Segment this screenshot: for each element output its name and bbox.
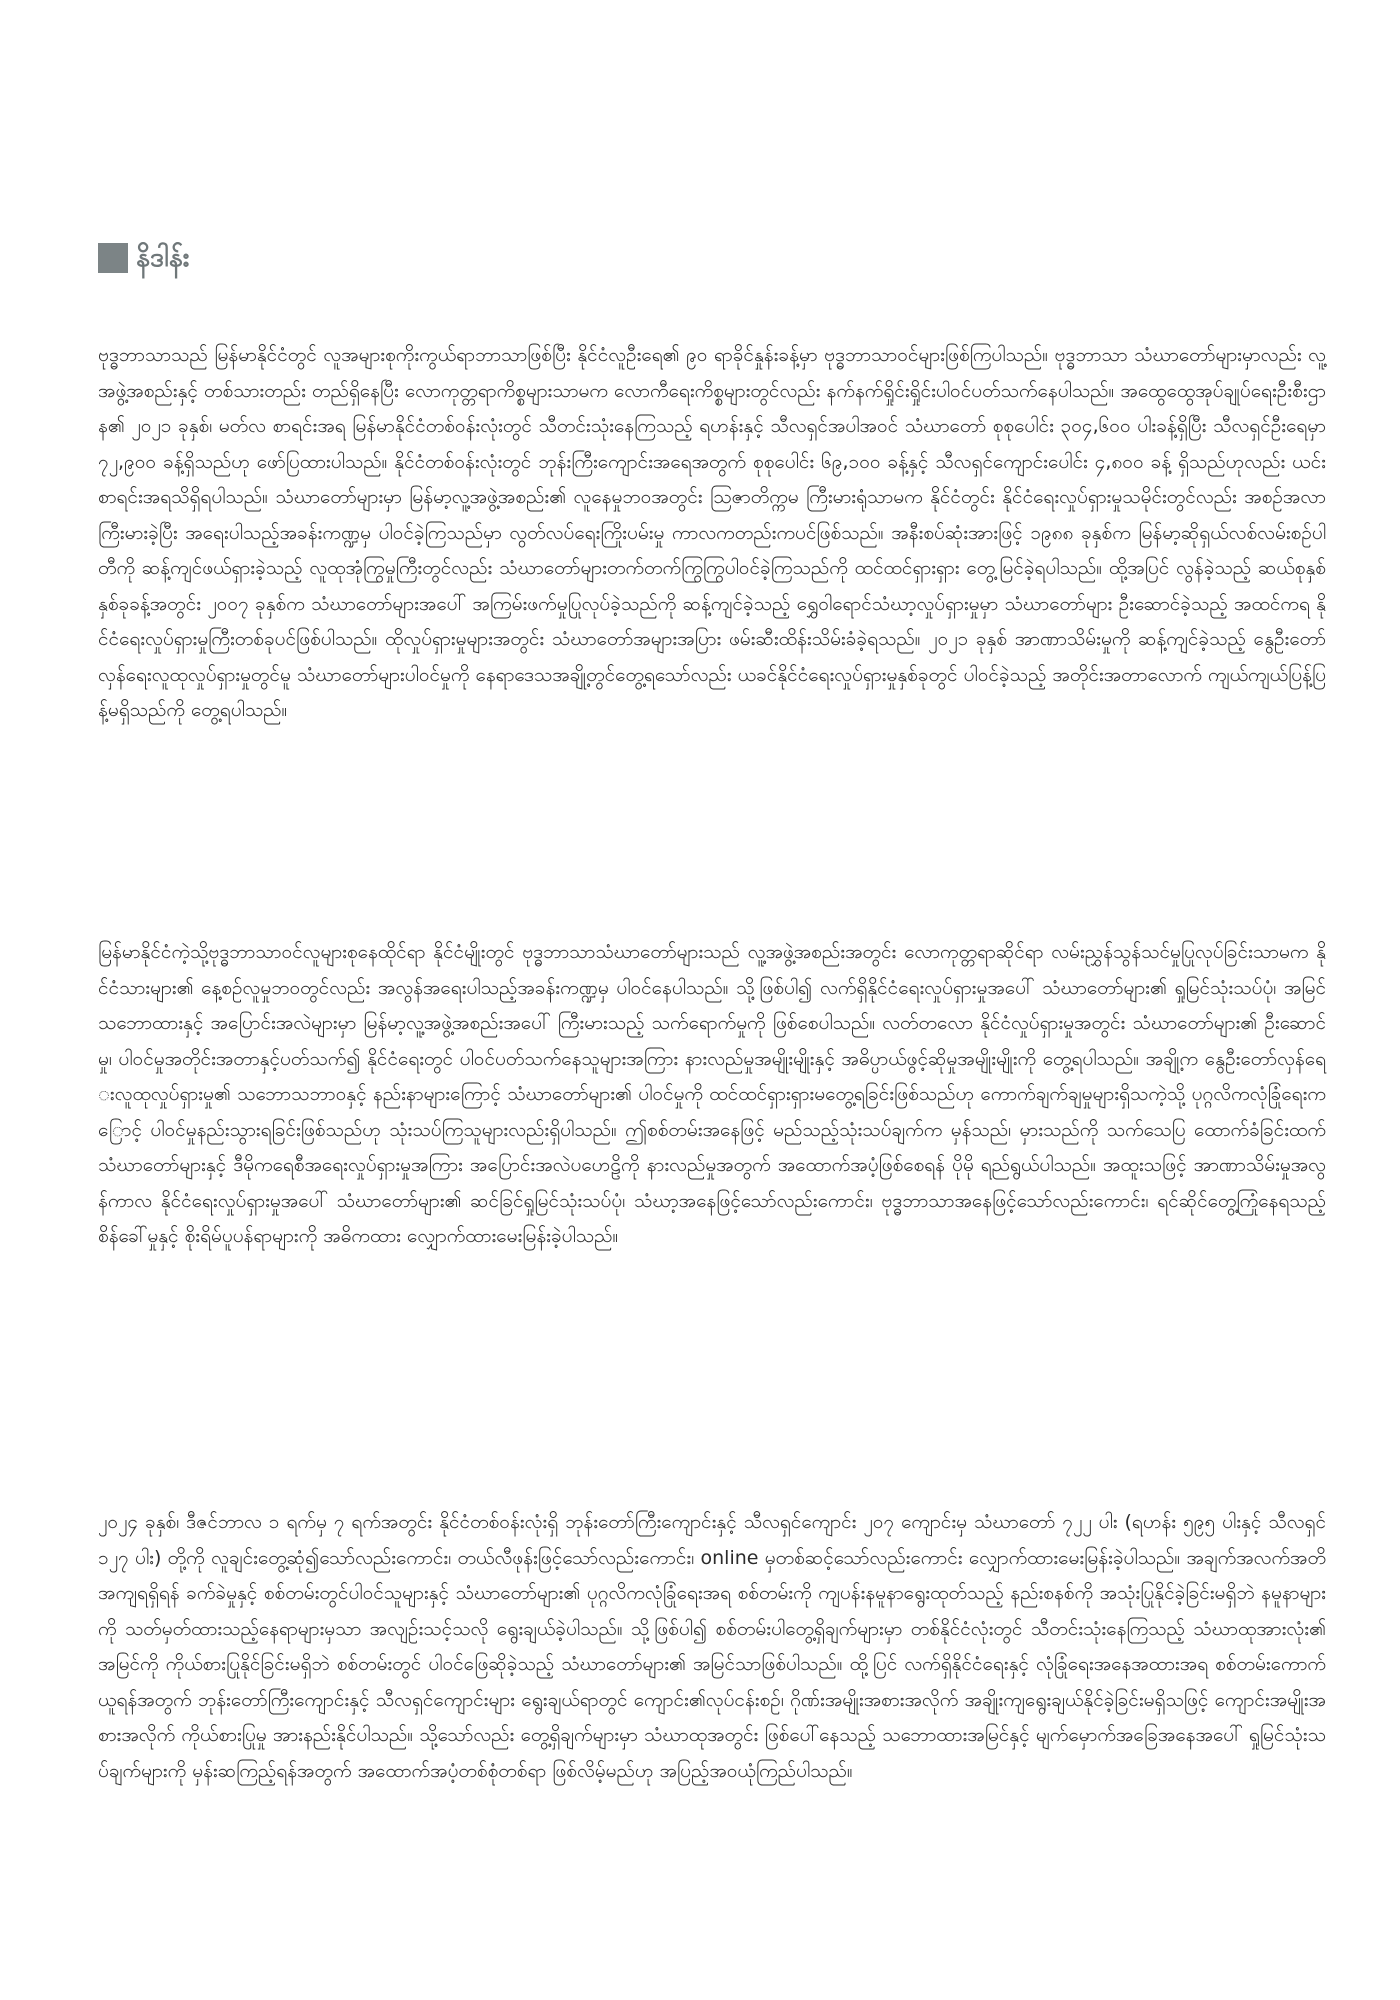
- paragraph-3: ၂၀၂၄ ခုနှစ်၊ ဒီဇင်ဘာလ ၁ ရက်မှ ၇ ရက်အတွင်း နိုင်ငံတစ်ဝန်းလုံးရှိ ဘုန်းတော်ကြီးကျောင်းနှင့် သီလရှင်ကျောင်း ၂၀၇ ကျောင်းမှ သံဃာတော် ၇၂၂ ပါး (ရဟန်း ၅၉၅ ပါးနှင့် သီလရှင် ၁၂၇ ပါး) တို့ကို လူချင်းတွေ့ဆုံ၍သော်လည်းကောင်း၊ တယ်လီဖုန်းဖြင့်သော်လည်းကောင်း၊ online မှတစ်ဆင့်သော်လည်းကောင်း လျှောက်ထားမေးမြန်းခဲ့ပါသည်။ အချက်အလက်အတိအကျရရှိရန် ခက်ခဲမှုနှင့် စစ်တမ်းတွင်ပါဝင်သူများနှင့် သံဃာတော်များ၏ ပုဂ္ဂလိကလုံခြုံရေးအရ စစ်တမ်းကို ကျပန်းနမူနာရွေးထုတ်သည့် နည်းစနစ်ကို အသုံးပြုနိုင်ခဲ့ခြင်းမရှိဘဲ နမူနာများကို သတ်မှတ်ထားသည့်နေရာများမှသာ အလျဉ်းသင့်သလို ရွေးချယ်ခဲ့ပါသည်။ သို့ဖြစ်ပါ၍ စစ်တမ်းပါတွေ့ရှိချက်များမှာ တစ်နိုင်ငံလုံးတွင် သီတင်းသုံးနေကြသည့် သံဃာထုအားလုံး၏ အမြင်ကို ကိုယ်စားပြုနိုင်ခြင်းမရှိဘဲ စစ်တမ်းတွင် ပါဝင်ဖြေဆိုခဲ့သည့် သံဃာတော်များ၏ အမြင်သာဖြစ်ပါသည်။ ထို့ပြင် လက်ရှိနိုင်ငံရေးနှင့် လုံခြုံရေးအနေအထားအရ စစ်တမ်းကောက်ယူရန်အတွက် ဘုန်းတော်ကြီးကျောင်းနှင့် သီလရှင်ကျောင်းများ ရွေးချယ်ရာတွင် ကျောင်း၏လုပ်ငန်းစဉ်၊ ဂိုဏ်းအမျိုးအစားအလိုက် အချိုးကျရွေးချယ်နိုင်ခဲ့ခြင်းမရှိသဖြင့် ကျောင်းအမျိုးအစားအလိုက် ကိုယ်စားပြုမှု အားနည်းနိုင်ပါသည်။ သို့သော်လည်း တွေ့ရှိချက်များမှာ သံဃာထုအတွင်း ဖြစ်ပေါ်နေသည့် သဘောထားအမြင်နှင့် မျက်မှောက်အခြေအနေအပေါ် ရှုမြင်သုံးသပ်ချက်များကို မှန်းဆကြည့်ရန်အတွက် အထောက်အပံ့တစ်စုံတစ်ရာ ဖြစ်လိမ့်မည်ဟု အပြည့်အဝယုံကြည်ပါသည်။: [98, 1511, 1326, 1782]
- body-section-3: [98, 1505, 1326, 1789]
- section-heading: [98, 238, 190, 278]
- section-title: နိဒါန်း: [136, 242, 190, 273]
- body-section-1: [98, 338, 1326, 729]
- paragraph-1: ဗုဒ္ဓဘာသာသည် မြန်မာနိုင်ငံတွင် လူအများစုကိုးကွယ်ရာဘာသာဖြစ်ပြီး နိုင်ငံလူဦးရေ၏ ၉၀ ရာခိုင်နှုန်းခန့်မှာ ဗုဒ္ဓဘာသာဝင်များဖြစ်ကြပါသည်။ ဗုဒ္ဓဘာသာ သံဃာတော်များမှာလည်း လူ့အဖွဲ့အစည်းနှင့် တစ်သားတည်း တည်ရှိနေပြီး လောကုတ္တရာကိစ္စများသာမက လောကီရေးကိစ္စများတွင်လည်း နက်နက်ရှိုင်းရှိုင်းပါဝင်ပတ်သက်နေပါသည်။ အထွေထွေအုပ်ချုပ်ရေးဦးစီးဌာန၏ ၂၀၂၁ ခုနှစ်၊ မတ်လ စာရင်းအရ မြန်မာနိုင်ငံတစ်ဝန်းလုံးတွင် သီတင်းသုံးနေကြသည့် ရဟန်းနှင့် သီလရှင်အပါအဝင် သံဃာတော် စုစုပေါင်း ၃၀၄,၆၀၀ ပါးခန့်ရှိပြီး သီလရှင်ဦးရေမှာ ၇၂,၉၀၀ ခန့်ရှိသည်ဟု ဖော်ပြထားပါသည်။ နိုင်ငံတစ်ဝန်းလုံးတွင် ဘုန်းကြီးကျောင်းအရေအတွက် စုစုပေါင်း ၆၉,၁၀၀ ခန့်နှင့် သီလရှင်ကျောင်းပေါင်း ၄,၈၀၀ ခန့် ရှိသည်ဟုလည်း ယင်းစာရင်းအရသိရှိရပါသည်။ သံဃာတော်များမှာ မြန်မာ့လူ့အဖွဲ့အစည်း၏ လူနေမှုဘဝအတွင်း ဩဇာတိက္ကမ ကြီးမားရုံသာမက နိုင်ငံတွင်း နိုင်ငံရေးလှုပ်ရှားမှုသမိုင်းတွင်လည်း အစဉ်အလာကြီးမားခဲ့ပြီး အရေးပါသည့်အခန်းကဏ္ဍမှ ပါဝင်ခဲ့ကြသည်မှာ လွတ်လပ်ရေးကြိုးပမ်းမှု ကာလကတည်းကပင်ဖြစ်သည်။ အနီးစပ်ဆုံးအားဖြင့် ၁၉၈၈ ခုနှစ်က မြန်မာ့ဆိုရှယ်လစ်လမ်းစဉ်ပါတီကို ဆန့်ကျင်ဖယ်ရှားခဲ့သည့် လူထုအုံကြွမှုကြီးတွင်လည်း သံဃာတော်များတက်တက်ကြွကြွပါဝင်ခဲ့ကြသည်ကို ထင်ထင်ရှားရှား တွေ့မြင်ခဲ့ရပါသည်။ ထို့အပြင် လွန်ခဲ့သည့် ဆယ်စုနှစ်နှစ်ခုခန့်အတွင်း ၂၀၀၇ ခုနှစ်က သံဃာတော်များအပေါ် အကြမ်းဖက်မှုပြုလုပ်ခဲ့သည်ကို ဆန့်ကျင်ခဲ့သည့် ရွှေဝါရောင်သံဃာ့လှုပ်ရှားမှုမှာ သံဃာတော်များ ဦးဆောင်ခဲ့သည့် အထင်ကရ နိုင်ငံရေးလှုပ်ရှားမှုကြီးတစ်ခုပင်ဖြစ်ပါသည်။ ထိုလှုပ်ရှားမှုများအတွင်း သံဃာတော်အများအပြား ဖမ်းဆီးထိန်းသိမ်းခံခဲ့ရသည်။ ၂၀၂၁ ခုနှစ် အာဏာသိမ်းမှုကို ဆန့်ကျင်ခဲ့သည့် နွေဦးတော်လှန်ရေးလူထုလှုပ်ရှားမှုတွင်မူ သံဃာတော်များပါဝင်မှုကို နေရာဒေသအချို့တွင်တွေ့ရသော်လည်း ယခင်နိုင်ငံရေးလှုပ်ရှားမှုနှစ်ခုတွင် ပါဝင်ခဲ့သည့် အတိုင်းအတာလောက် ကျယ်ကျယ်ပြန့်ပြန့်မရှိသည်ကို တွေ့ရပါသည်။: [98, 344, 1326, 721]
- paragraph-2: မြန်မာနိုင်ငံကဲ့သို့ဗုဒ္ဓဘာသာဝင်လူများစုနေထိုင်ရာ နိုင်ငံမျိုးတွင် ဗုဒ္ဓဘာသာသံဃာတော်များသည် လူ့အဖွဲ့အစည်းအတွင်း လောကုတ္တရာဆိုင်ရာ လမ်းညွှန်သွန်သင်မှုပြုလုပ်ခြင်းသာမက နိုင်ငံသားများ၏ နေ့စဉ်လူမှုဘဝတွင်လည်း အလွန်အရေးပါသည့်အခန်းကဏ္ဍမှ ပါဝင်နေပါသည်။ သို့ဖြစ်ပါ၍ လက်ရှိနိုင်ငံရေးလှုပ်ရှားမှုအပေါ် သံဃာတော်များ၏ ရှုမြင်သုံးသပ်ပုံ၊ အမြင်သဘောထားနှင့် အပြောင်းအလဲများမှာ မြန်မာ့လူ့အဖွဲ့အစည်းအပေါ် ကြီးမားသည့် သက်ရောက်မှုကို ဖြစ်စေပါသည်။ လတ်တလော နိုင်ငံလှုပ်ရှားမှုအတွင်း သံဃာတော်များ၏ ဦးဆောင်မှု၊ ပါဝင်မှုအတိုင်းအတာနှင့်ပတ်သက်၍ နိုင်ငံရေးတွင် ပါဝင်ပတ်သက်နေသူများအကြား နားလည်မှုအမျိုးမျိုးနှင့် အဓိပ္ပာယ်ဖွင့်ဆိုမှုအမျိုးမျိုးကို တွေ့ရပါသည်။ အချို့က နွေဦးတော်လှန်ရေးလူထုလှုပ်ရှားမှု၏ သဘောသဘာဝနှင့် နည်းနာများကြောင့် သံဃာတော်များ၏ ပါဝင်မှုကို ထင်ထင်ရှားရှားမတွေ့ရခြင်းဖြစ်သည်ဟု ကောက်ချက်ချမှုများရှိသကဲ့သို့ ပုဂ္ဂလိကလုံခြုံရေးကြောင့် ပါဝင်မှုနည်းသွားရခြင်းဖြစ်သည်ဟု သုံးသပ်ကြသူများလည်းရှိပါသည်။ ဤစစ်တမ်းအနေဖြင့် မည်သည့်သုံးသပ်ချက်က မှန်သည်၊ မှားသည်ကို သက်သေပြ ထောက်ခံခြင်းထက် သံဃာတော်များနှင့် ဒီမိုကရေစီအရေးလှုပ်ရှားမှုအကြား အပြောင်းအလဲပဟေဠိကို နားလည်မှုအတွက် အထောက်အပံ့ဖြစ်စေရန် ပိုမို ရည်ရွယ်ပါသည်။ အထူးသဖြင့် အာဏာသိမ်းမှုအလွန်ကာလ နိုင်ငံရေးလှုပ်ရှားမှုအပေါ် သံဃာတော်များ၏ ဆင်ခြင်ရှုမြင်သုံးသပ်ပုံ၊ သံဃာ့အနေဖြင့်သော်လည်းကောင်း၊ ဗုဒ္ဓဘာသာအနေဖြင့်သော်လည်းကောင်း၊ ရင်ဆိုင်တွေ့ကြုံနေရသည့် စိန်ခေါ်မှုနှင့် စိုးရိမ်ပူပန်ရာများကို အဓိကထား လျှောက်ထားမေးမြန်းခဲ့ပါသည်။: [98, 941, 1326, 1247]
- heading-square-marker: [98, 243, 128, 273]
- body-section-2: [98, 935, 1326, 1255]
